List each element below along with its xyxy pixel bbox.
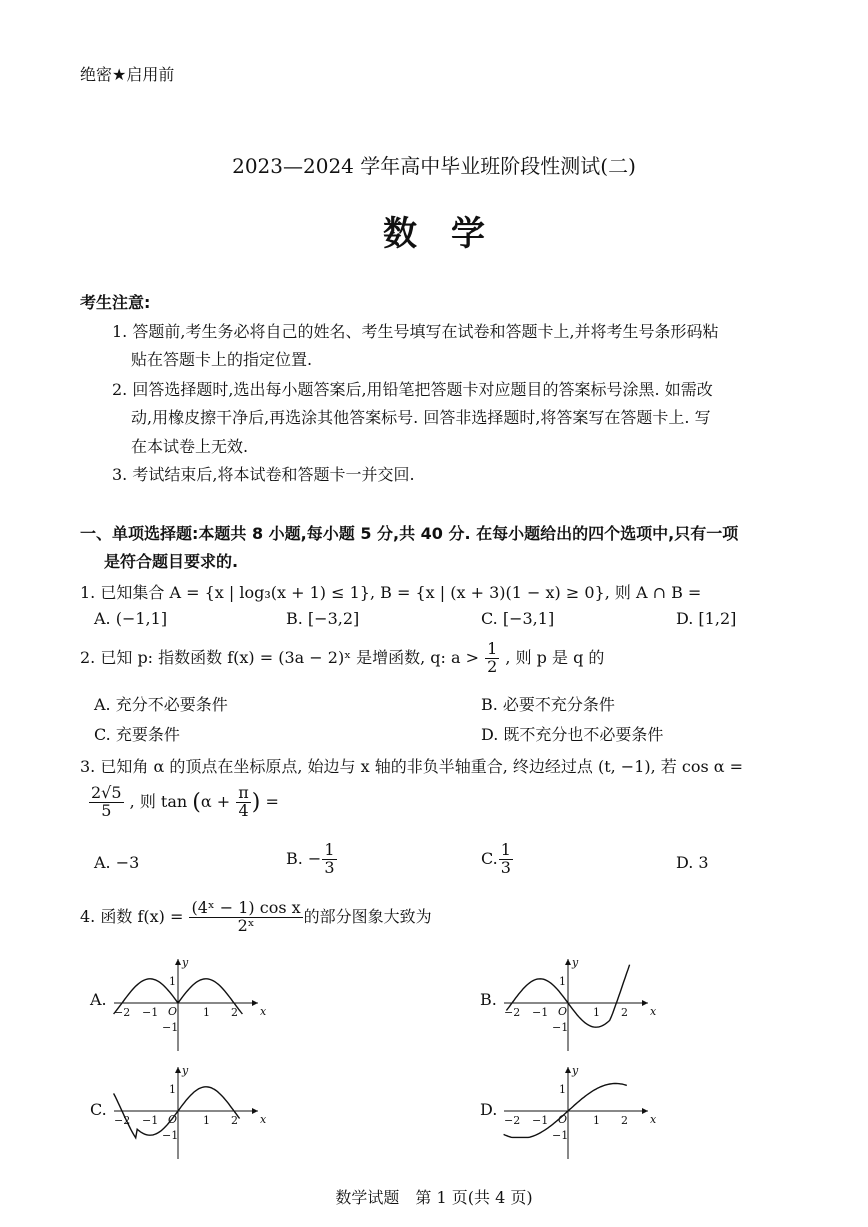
- q4-graph-a: [108, 955, 268, 1055]
- q3-option-c-fraction: [499, 842, 513, 877]
- q4-stem: [80, 900, 432, 935]
- subject-title: 数 学: [383, 214, 485, 254]
- q3-option-b-prefix: B. −: [286, 848, 322, 868]
- x-tick-label: 1: [203, 1006, 210, 1019]
- q2-option-a: A. 充分不必要条件: [94, 695, 228, 714]
- x-tick-label: −1: [142, 1114, 159, 1127]
- y-tick-1: 1: [559, 1083, 566, 1096]
- y-axis-label: y: [182, 1064, 189, 1077]
- x-tick-label: −1: [142, 1006, 159, 1019]
- x-tick-label: −2: [504, 1006, 521, 1019]
- notice-item-2-line-1: 2. 回答选择题时,选出每小题答案后,用铅笔把答题卡对应题目的答案标号涂黑. 如需改: [112, 380, 713, 399]
- q1-option-a: A. (−1,1]: [94, 609, 168, 628]
- x-axis-label: x: [650, 1113, 657, 1126]
- origin-label: O: [558, 1113, 568, 1126]
- q3-option-a: A. −3: [94, 853, 140, 872]
- x-axis-arrow: [252, 1000, 258, 1006]
- x-tick-label: 1: [593, 1114, 600, 1127]
- notice-item-1-line-1: 1. 答题前,考生务必将自己的姓名、考生号填写在试卷和答题卡上,并将考生号条形码粘: [112, 322, 719, 341]
- y-axis-label: y: [182, 956, 189, 969]
- q2-stem-b: , 则 p 是 q 的: [505, 647, 605, 667]
- y-axis-label: y: [572, 956, 579, 969]
- q3-option-c: [481, 842, 514, 877]
- x-axis-arrow: [252, 1108, 258, 1114]
- q3-tail: =: [265, 791, 279, 811]
- x-tick-label: −1: [532, 1006, 549, 1019]
- x-tick-label: −2: [504, 1114, 521, 1127]
- x-axis-arrow: [642, 1108, 648, 1114]
- q4-graph-label-c: C.: [90, 1100, 107, 1119]
- x-axis-arrow: [642, 1000, 648, 1006]
- y-tick-1: 1: [559, 975, 566, 988]
- q4-frac-num: (4ˣ − 1) cos x: [191, 898, 301, 917]
- q4-frac-den: 2ˣ: [237, 915, 255, 935]
- q1-stem: 1. 已知集合 A = {x | log₃(x + 1) ≤ 1}, B = {x | (x + 3)(1 − x) ≥ 0}, 则 A ∩ B =: [80, 583, 702, 602]
- y-axis-arrow: [175, 959, 181, 965]
- q3-right-paren: ): [251, 789, 261, 815]
- q3-pi-num: π: [238, 783, 249, 802]
- q3-option-c-num: 1: [500, 840, 511, 859]
- y-tick-neg-1: −1: [162, 1021, 179, 1034]
- y-axis-arrow: [565, 959, 571, 965]
- q1-option-b: B. [−3,2]: [286, 609, 360, 628]
- q3-option-d: D. 3: [676, 853, 709, 872]
- q1-option-d: D. [1,2]: [676, 609, 737, 628]
- q2-option-b: B. 必要不充分条件: [481, 695, 615, 714]
- q3-option-b: [286, 842, 338, 877]
- x-tick-label: 2: [621, 1114, 628, 1127]
- q1-option-c: C. [−3,1]: [481, 609, 555, 628]
- x-axis-label: x: [260, 1113, 267, 1126]
- notice-item-2-line-2: 动,用橡皮擦干净后,再选涂其他答案标号. 回答非选择题时,将答案写在答题卡上. 写: [131, 408, 711, 427]
- x-axis-label: x: [260, 1005, 267, 1018]
- q3-stem: 3. 已知角 α 的顶点在坐标原点, 始边与 x 轴的非负半轴重合, 终边经过点 (t, −1), 若 cos α =: [80, 757, 744, 776]
- page-footer: 数学试题 第 1 页(共 4 页): [335, 1188, 533, 1207]
- q3-mid: , 则 tan: [129, 791, 188, 811]
- y-tick-1: 1: [169, 1083, 176, 1096]
- x-tick-label: −2: [114, 1006, 131, 1019]
- y-axis-arrow: [175, 1067, 181, 1073]
- q4-graph-d: [498, 1063, 658, 1163]
- q3-cos-den: 5: [101, 800, 112, 820]
- q2-fraction: [485, 641, 499, 676]
- x-tick-label: 1: [203, 1114, 210, 1127]
- q4-graph-label-a: A.: [90, 990, 107, 1009]
- exam-title: 2023—2024 学年高中毕业班阶段性测试(二): [232, 154, 636, 178]
- q3-pi-fraction: [236, 785, 251, 820]
- origin-label: O: [558, 1005, 568, 1018]
- x-tick-label: 2: [231, 1114, 238, 1127]
- q4-fraction: [189, 900, 302, 935]
- section-1-heading-line-2: 是符合题目要求的.: [104, 552, 239, 571]
- q3-pi-den: 4: [238, 800, 249, 820]
- q2-stem-a: 2. 已知 p: 指数函数 f(x) = (3a − 2)ˣ 是增函数, q: a >: [80, 647, 480, 667]
- notice-item-2-line-3: 在本试卷上无效.: [131, 437, 249, 456]
- y-tick-1: 1: [169, 975, 176, 988]
- q2-frac-num: 1: [487, 639, 498, 658]
- section-1-heading-line-1: 一、单项选择题:本题共 8 小题,每小题 5 分,共 40 分. 在每小题给出的四个选项中,只有一项: [80, 524, 739, 543]
- y-axis-label: y: [572, 1064, 579, 1077]
- q3-cos-num: 2√5: [91, 783, 122, 802]
- q4-graph-b: [498, 955, 658, 1055]
- q2-option-d: D. 既不充分也不必要条件: [481, 725, 664, 744]
- q4-graph-c: [108, 1063, 268, 1163]
- x-tick-label: 2: [621, 1006, 628, 1019]
- y-tick-neg-1: −1: [552, 1021, 569, 1034]
- q3-cos-fraction: [89, 785, 124, 820]
- origin-label: O: [168, 1113, 178, 1126]
- q3-tan-arg: α +: [200, 791, 231, 811]
- notice-item-1-line-2: 贴在答题卡上的指定位置.: [131, 350, 313, 369]
- q3-option-c-prefix: C.: [481, 848, 498, 868]
- q4-graph-label-b: B.: [480, 990, 497, 1009]
- q2-stem: [80, 641, 604, 676]
- q4-graph-label-d: D.: [480, 1100, 498, 1119]
- q2-frac-den: 2: [487, 656, 498, 676]
- y-axis-arrow: [565, 1067, 571, 1073]
- x-tick-label: −1: [532, 1114, 549, 1127]
- q4-stem-a: 4. 函数 f(x) =: [80, 906, 184, 926]
- x-axis-label: x: [650, 1005, 657, 1018]
- q2-option-c: C. 充要条件: [94, 725, 180, 744]
- x-tick-label: 1: [593, 1006, 600, 1019]
- y-tick-neg-1: −1: [162, 1129, 179, 1142]
- x-tick-label: −2: [114, 1114, 131, 1127]
- q4-stem-b: 的部分图象大致为: [303, 906, 432, 926]
- notice-heading: 考生注意:: [80, 293, 151, 312]
- origin-label: O: [168, 1005, 178, 1018]
- q3-option-c-den: 3: [500, 857, 511, 877]
- q3-left-paren: (: [192, 789, 201, 815]
- q3-stem-continued: [88, 785, 279, 820]
- x-tick-label: 2: [231, 1006, 238, 1019]
- q3-option-b-den: 3: [324, 857, 335, 877]
- confidential-label: 绝密★启用前: [80, 65, 175, 84]
- q3-option-b-fraction: [322, 842, 336, 877]
- y-tick-neg-1: −1: [552, 1129, 569, 1142]
- notice-item-3: 3. 考试结束后,将本试卷和答题卡一并交回.: [112, 465, 415, 484]
- q3-option-b-num: 1: [324, 840, 335, 859]
